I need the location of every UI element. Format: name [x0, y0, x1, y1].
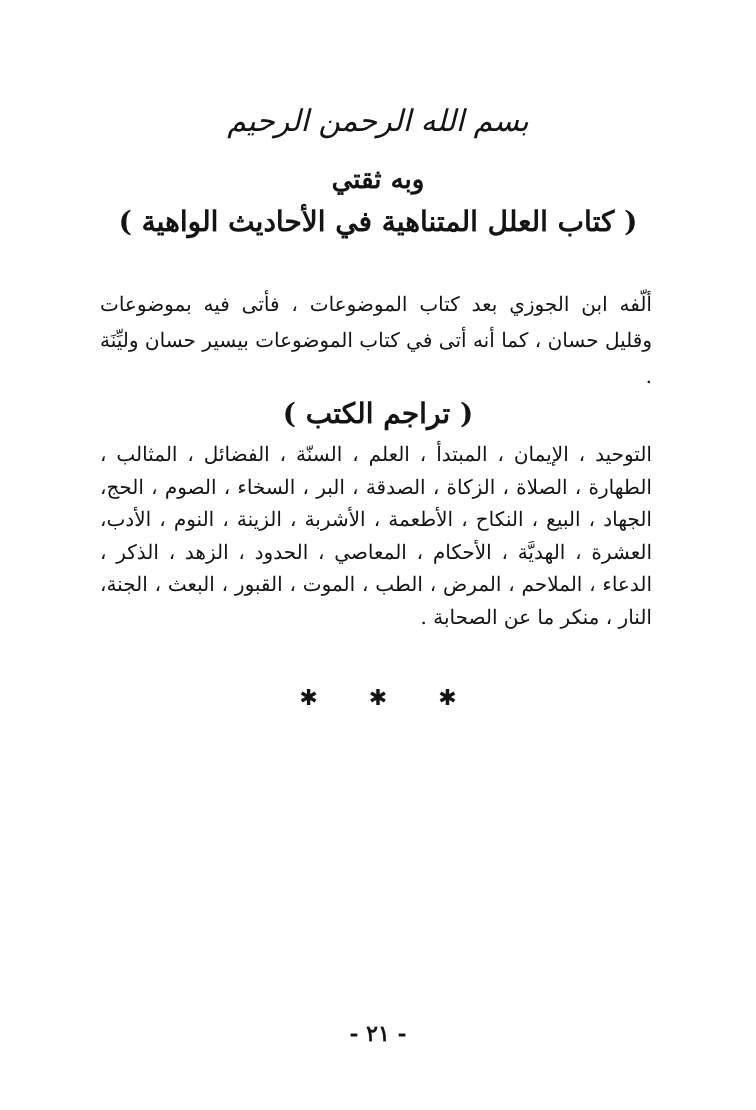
intro-paragraph: ألّفه ابن الجوزي بعد كتاب الموضوعات ، فأتى فيه بموضوعات وقليل حسان ، كما أنه أتى في كتاب الموضوعات بيسير حسان وليِّنَة .	[100, 292, 652, 388]
basmala-calligraphy: بسم الله الرحمن الرحيم	[227, 104, 529, 139]
chapter-list-line: الطهارة ، الصلاة ، الزكاة ، الصدقة ، البر ، السخاء ، الصوم ، الحج،	[100, 474, 652, 499]
chapter-list-line: التوحيد ، الإيمان ، المبتدأ ، العلم ، السنّة ، الفضائل ، المثالب ،	[100, 442, 652, 466]
star-icon: ✱	[299, 686, 318, 711]
chapter-list	[100, 438, 652, 633]
chapter-list-line: النار ، منكر ما عن الصحابة .	[420, 604, 652, 629]
star-icon: ✱	[438, 686, 457, 711]
chapter-list-line: الجهاد ، البيع ، النكاح ، الأطعمة ، الأشربة ، الزينة ، النوم ، الأدب،	[100, 507, 652, 531]
star-separator	[0, 684, 756, 714]
book-title: ( كتاب العلل المتناهية في الأحاديث الواهية )	[118, 205, 638, 238]
star-icon: ✱	[368, 686, 388, 711]
section-heading: ( تراجم الكتب )	[282, 397, 474, 430]
chapter-list-line: الدعاء ، الملاحم ، المرض ، الطب ، الموت ، القبور ، البعث ، الجنة،	[100, 572, 652, 596]
subtitle: وبه ثقتي	[331, 165, 425, 195]
page-number: - ٢١ -	[349, 1021, 407, 1047]
chapter-list-line: العشرة ، الهديَّة ، الأحكام ، المعاصي ، الحدود ، الزهد ، الذكر ،	[100, 539, 653, 564]
